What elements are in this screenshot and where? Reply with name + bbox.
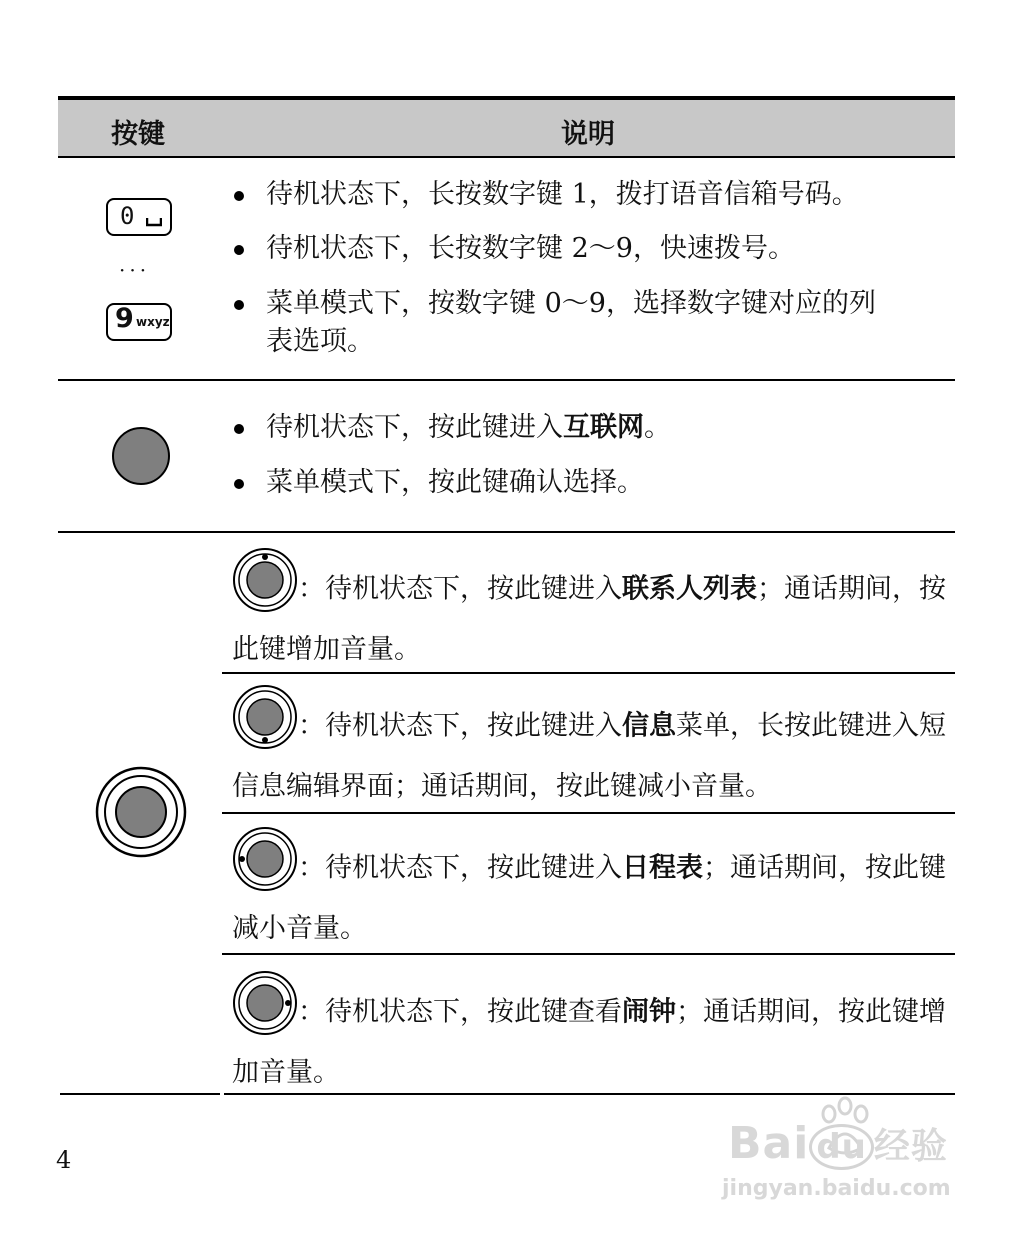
table-bottom-rule-left	[60, 1093, 220, 1095]
nav-left-icon	[232, 826, 298, 892]
table-bottom-rule-right	[224, 1093, 955, 1095]
nav-right-desc: ：待机状态下，按此键查看闹钟；通话期间，按此键增加音量。	[232, 980, 952, 1100]
nav-left-desc: ：待机状态下，按此键进入日程表；通话期间，按此键减小音量。	[232, 836, 952, 956]
space-icon	[146, 217, 162, 227]
nav-left-rule	[222, 953, 955, 955]
key-ellipsis: ···	[119, 258, 151, 282]
nav-down-desc: ：待机状态下，按此键进入信息菜单，长按此键进入短信息编辑界面；通话期间，按此键减小音量。	[232, 694, 952, 814]
watermark-brand: Bai du 经验	[728, 1118, 948, 1169]
key-9-icon: 9 wxyz	[106, 303, 172, 341]
nav-up-rule	[222, 672, 955, 674]
header-key: 按键	[111, 119, 165, 150]
key-0-icon: 0	[106, 198, 172, 236]
row1-bullet-1: 待机状态下，长按数字键 1，拨打语音信箱号码。	[232, 179, 859, 211]
row1-bullet-3: 菜单模式下，按数字键 0～9，选择数字键对应的列	[232, 288, 876, 320]
page-number: 4	[56, 1146, 72, 1174]
row2-bullet-1: 待机状态下，按此键进入互联网。	[232, 412, 671, 444]
header-bottom-rule	[58, 156, 955, 158]
nav-right-icon	[232, 970, 298, 1036]
nav-down-icon	[232, 684, 298, 750]
ok-key-icon	[110, 425, 172, 487]
row1-bottom-rule	[58, 379, 955, 381]
nav-up-icon	[232, 547, 298, 613]
nav-key-icon	[94, 765, 188, 859]
row2-bullet-2: 菜单模式下，按此键确认选择。	[232, 467, 644, 499]
header-desc: 说明	[561, 119, 615, 150]
watermark-url: jingyan.baidu.com	[722, 1176, 951, 1201]
row1-bullet-3-cont: 表选项。	[266, 326, 374, 357]
table-header	[58, 100, 955, 156]
nav-up-desc: ：待机状态下，按此键进入联系人列表；通话期间，按此键增加音量。	[232, 557, 952, 677]
row1-bullet-2: 待机状态下，长按数字键 2～9，快速拨号。	[232, 233, 795, 265]
nav-down-rule	[222, 812, 955, 814]
row2-bottom-rule	[58, 531, 955, 533]
